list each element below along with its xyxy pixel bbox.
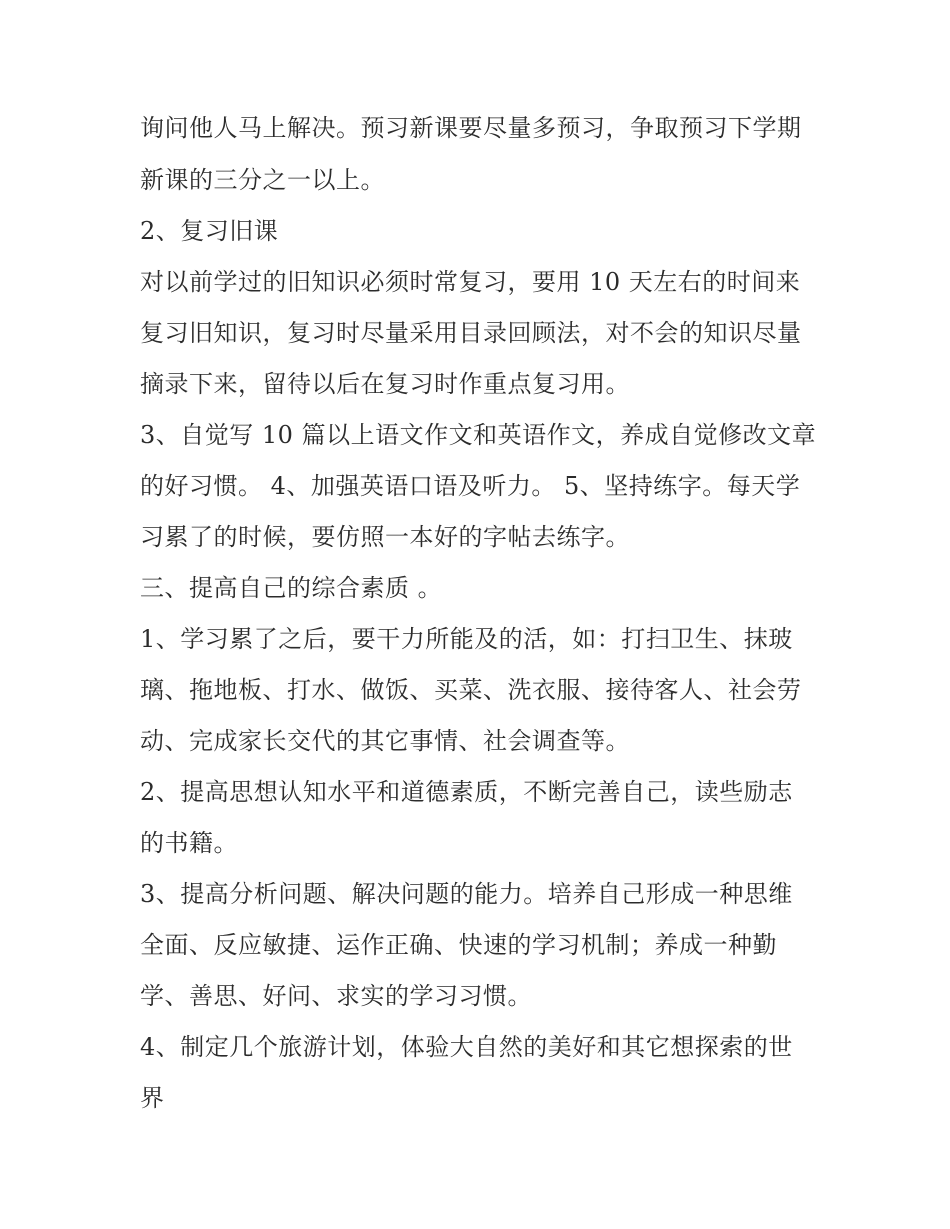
text-line: 4、制定几个旅游计划，体验大自然的美好和其它想探索的世	[140, 1033, 793, 1061]
text-line: 全面、反应敏捷、运作正确、快速的学习机制；养成一种勤	[140, 931, 777, 959]
text-line: 新课的三分之一以上。	[140, 166, 385, 194]
text-line: 璃、拖地板、打水、做饭、买菜、洗衣服、接待客人、社会劳	[140, 676, 802, 704]
text-line: 3、自觉写 10 篇以上语文作文和英语作文，养成自觉修改文章	[140, 421, 817, 449]
text-line: 3、提高分析问题、解决问题的能力。培养自己形成一种思维	[140, 880, 793, 908]
text-line: 习累了的时候，要仿照一本好的字帖去练字。	[140, 523, 630, 551]
text-line: 1、学习累了之后，要干力所能及的活，如：打扫卫生、抹玻	[140, 625, 793, 653]
text-line: 复习旧知识，复习时尽量采用目录回顾法，对不会的知识尽量	[140, 319, 802, 347]
text-line: 询问他人马上解决。预习新课要尽量多预习，争取预习下学期	[140, 114, 802, 142]
text-line: 的书籍。	[140, 829, 238, 857]
text-line: 的好习惯。 4、加强英语口语及听力。 5、坚持练字。每天学	[140, 472, 801, 500]
text-line: 界	[140, 1084, 165, 1112]
text-line: 2、提高思想认知水平和道德素质，不断完善自己，读些励志	[140, 778, 793, 806]
text-line: 动、完成家长交代的其它事情、社会调查等。	[140, 727, 630, 755]
text-line: 对以前学过的旧知识必须时常复习，要用 10 天左右的时间来	[140, 268, 801, 296]
section-heading: 三、提高自己的综合素质 。	[140, 574, 443, 602]
section-heading: 2、复习旧课	[140, 217, 279, 245]
text-line: 摘录下来，留待以后在复习时作重点复习用。	[140, 370, 630, 398]
text-line: 学、善思、好问、求实的学习习惯。	[140, 982, 532, 1010]
